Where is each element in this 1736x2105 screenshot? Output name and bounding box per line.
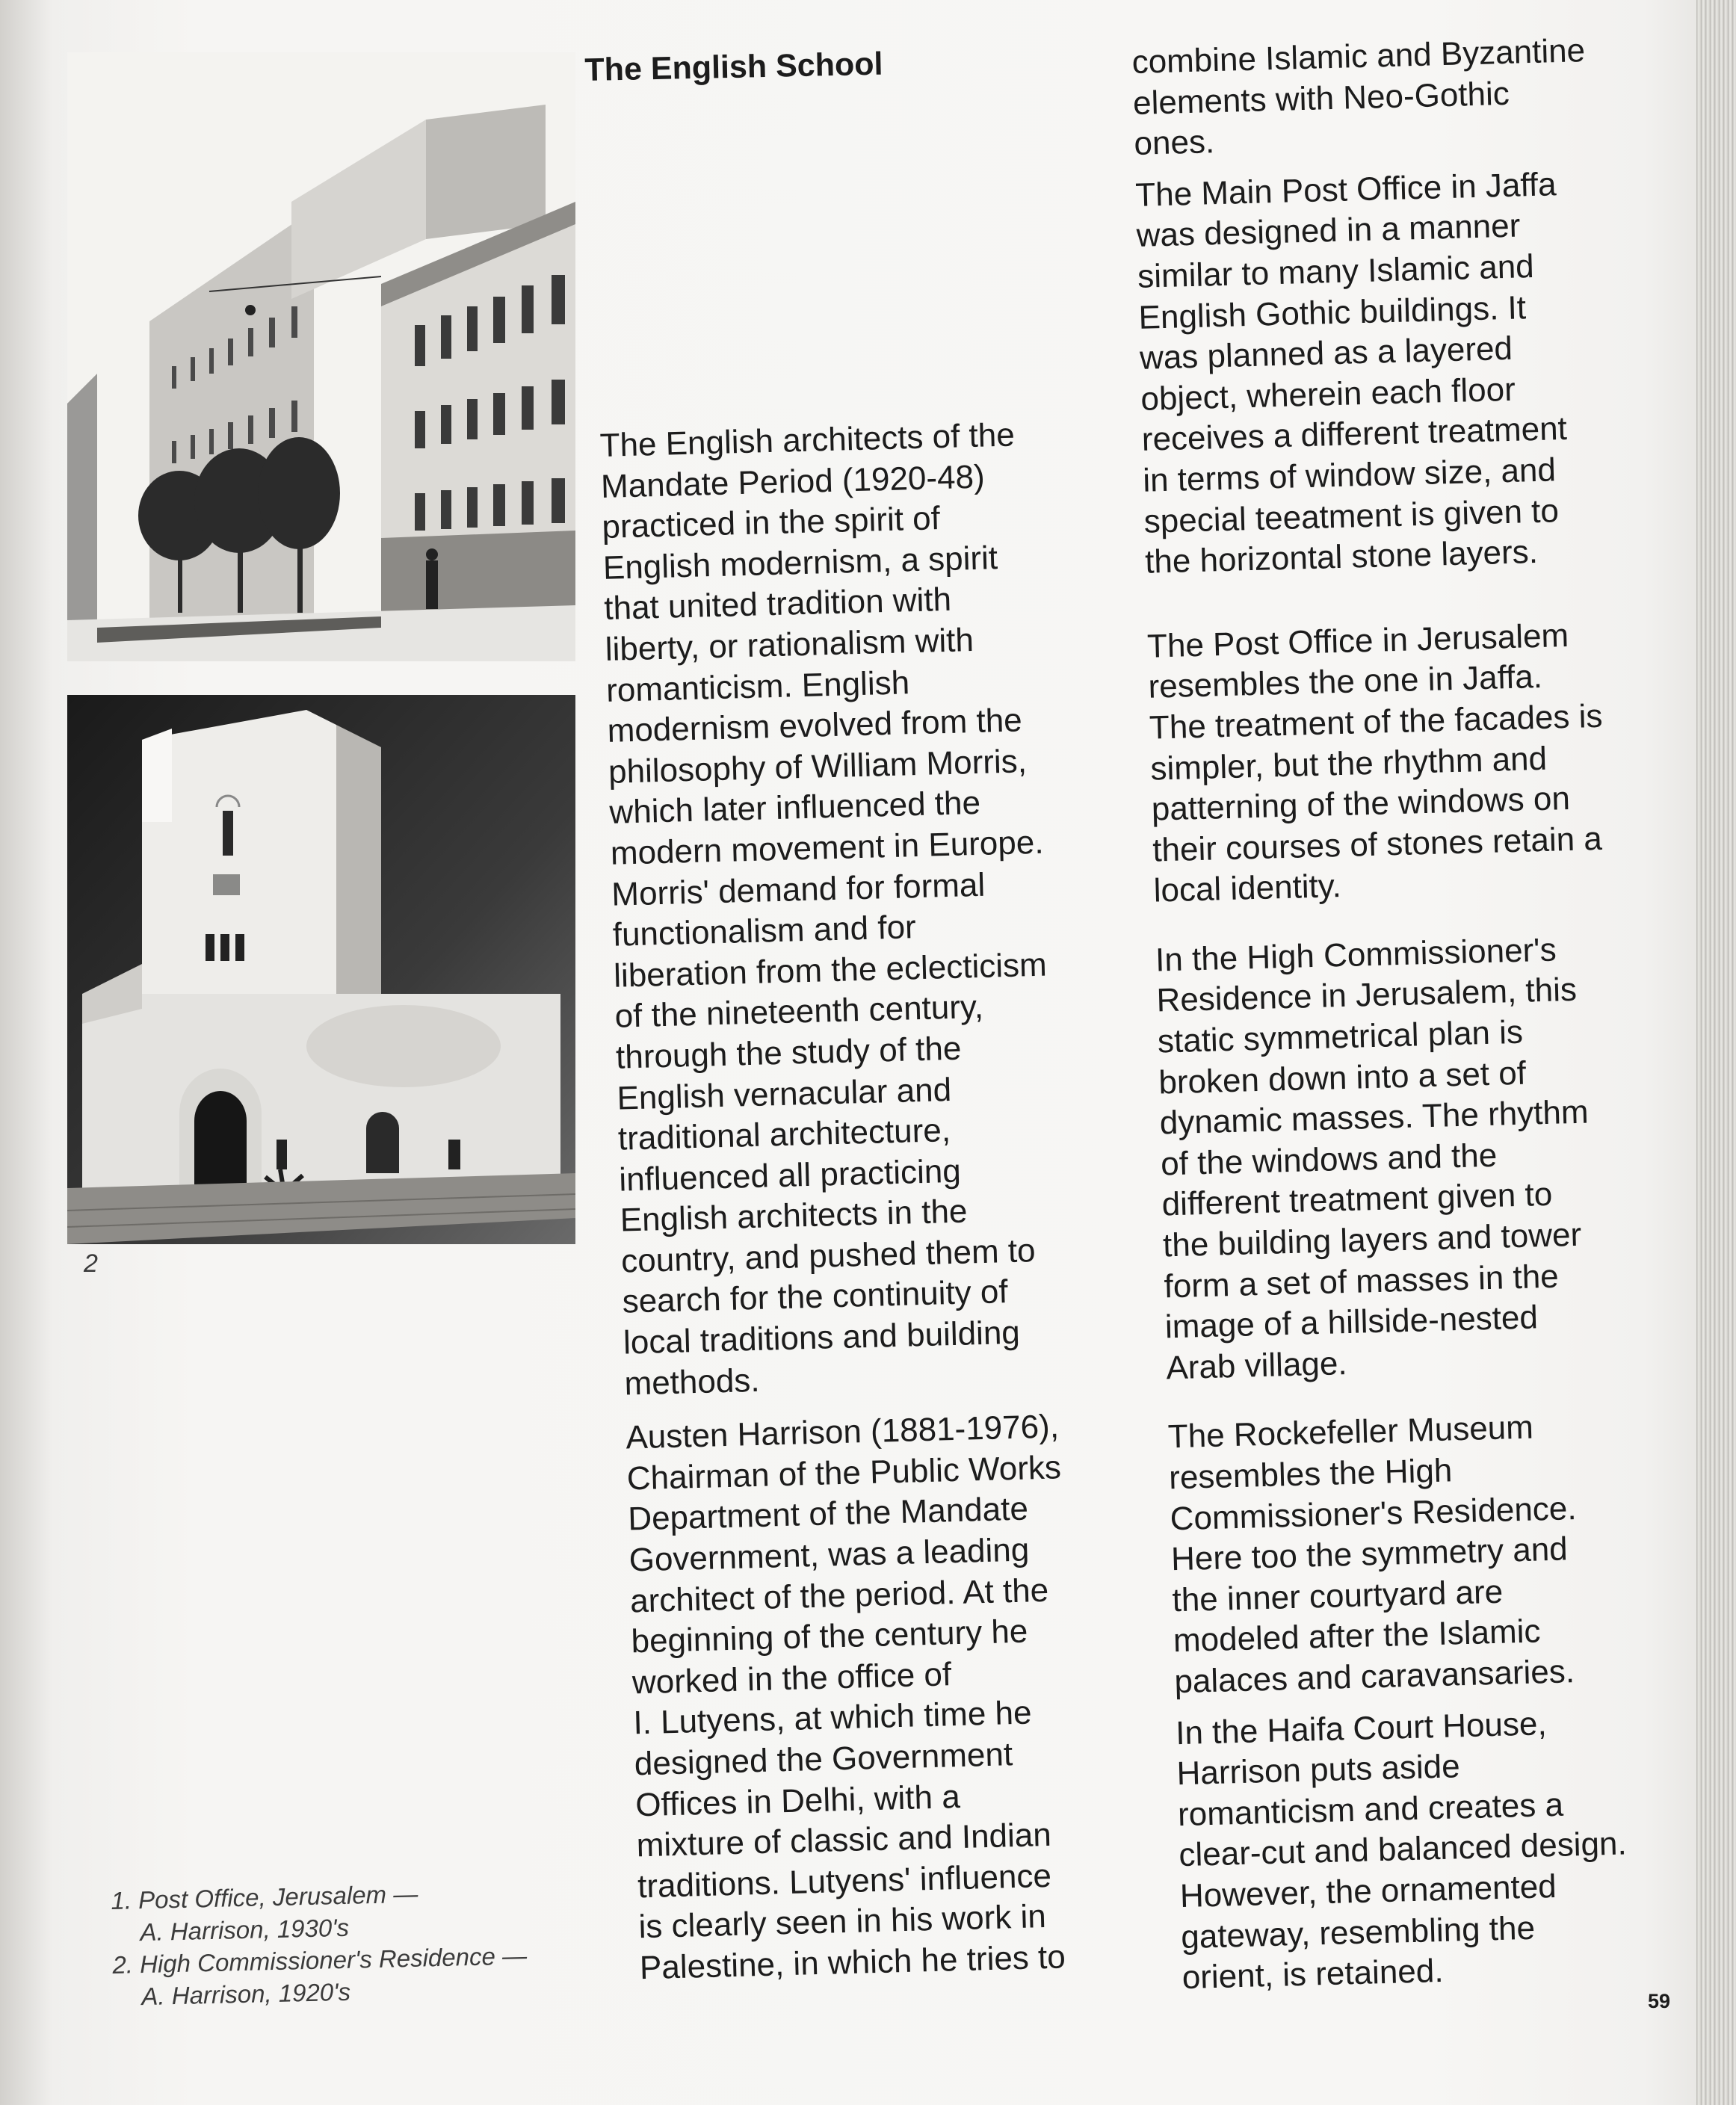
caption-2-line-1: 2. High Commissioner's Residence —	[112, 1941, 528, 1979]
paragraph-rockefeller-museum: The Rockefeller Museum resembles the High Commissioner's Residence. Here too the symmetry and the inner courtyard are modeled after the Islamic palaces and caravansaries.	[1167, 1409, 1578, 1701]
paragraph-haifa-court-house: In the Haifa Court House, Harrison puts aside romanticism and creates a clear-cut and balanced design. However, the ornamented gateway, resembling the orient, is retained.	[1175, 1704, 1628, 1997]
caption-1-line-2: A. Harrison, 1930's	[140, 1913, 350, 1947]
caption-1-line-1: 1. Post Office, Jerusalem —	[111, 1879, 418, 1914]
photo-high-commissioners-residence	[67, 695, 575, 1244]
page-number: 59	[1648, 1990, 1671, 2012]
caption-2-line-2: A. Harrison, 1920's	[140, 1977, 351, 2011]
paragraph-post-office-jerusalem: The Post Office in Jerusalem resembles the one in Jaffa. The treatment of the facades is simpler, but the rhythm and patterning of the windows on their courses of stones retain a local identity.	[1146, 616, 1603, 909]
section-heading: The English School	[584, 46, 883, 88]
page-edge	[1696, 0, 1736, 2105]
paragraph-english-architects: The English architects of the Mandate Period (1920-48) practiced in the spirit of English modernism, a spirit that united tradition with liberty, or rationalism with romanticism. English modernism evolved from the philosophy of William Morris, which later influenced the modern movement in Europe. Morris' demand for formal functionalism and for liberation from the eclecticism of the nineteenth century, through the study of the English vernacular and traditional architecture, influenced all practicing English architects in the country, and pushed them to search for the continuity of local traditions and building methods.	[599, 416, 1048, 1403]
figure-captions	[111, 1874, 562, 2013]
paragraph-main-post-office-jaffa: The Main Post Office in Jaffa was designed in a manner similar to many Islamic and English Gothic buildings. It was planned as a layered object, wherein each floor receives a different treatment in terms of window size, and special teeatment is given to the horizontal stone layers.	[1134, 165, 1568, 581]
middle-text-column	[599, 412, 1164, 1989]
paragraph-continuation: combine Islamic and Byzantine elements with Neo-Gothic ones.	[1131, 32, 1586, 163]
photo-post-office-jerusalem	[67, 52, 575, 661]
right-text-column	[1131, 28, 1736, 1999]
paragraph-austen-harrison: Austen Harrison (1881-1976), Chairman of the Public Works Department of the Mandate Government, was a leading architect of the period. At the beginning of the century he worked in the office of I. Lutyens, at which time he designed the Government Offices in Delhi, with a mixture of classic and Indian traditions. Lutyens' influence is clearly seen in his work in Palestine, in which he tries to	[625, 1408, 1066, 1987]
paragraph-high-commissioners-residence: In the High Commissioner's Residence in Jerusalem, this static symmetrical plan is broken down into a set of dynamic masses. The rhythm of the windows and the different treatment given to the building layers and tower form a set of masses in the image of a hillside-nested Arab village.	[1155, 931, 1590, 1387]
figure-number-2: 2	[84, 1249, 98, 1278]
